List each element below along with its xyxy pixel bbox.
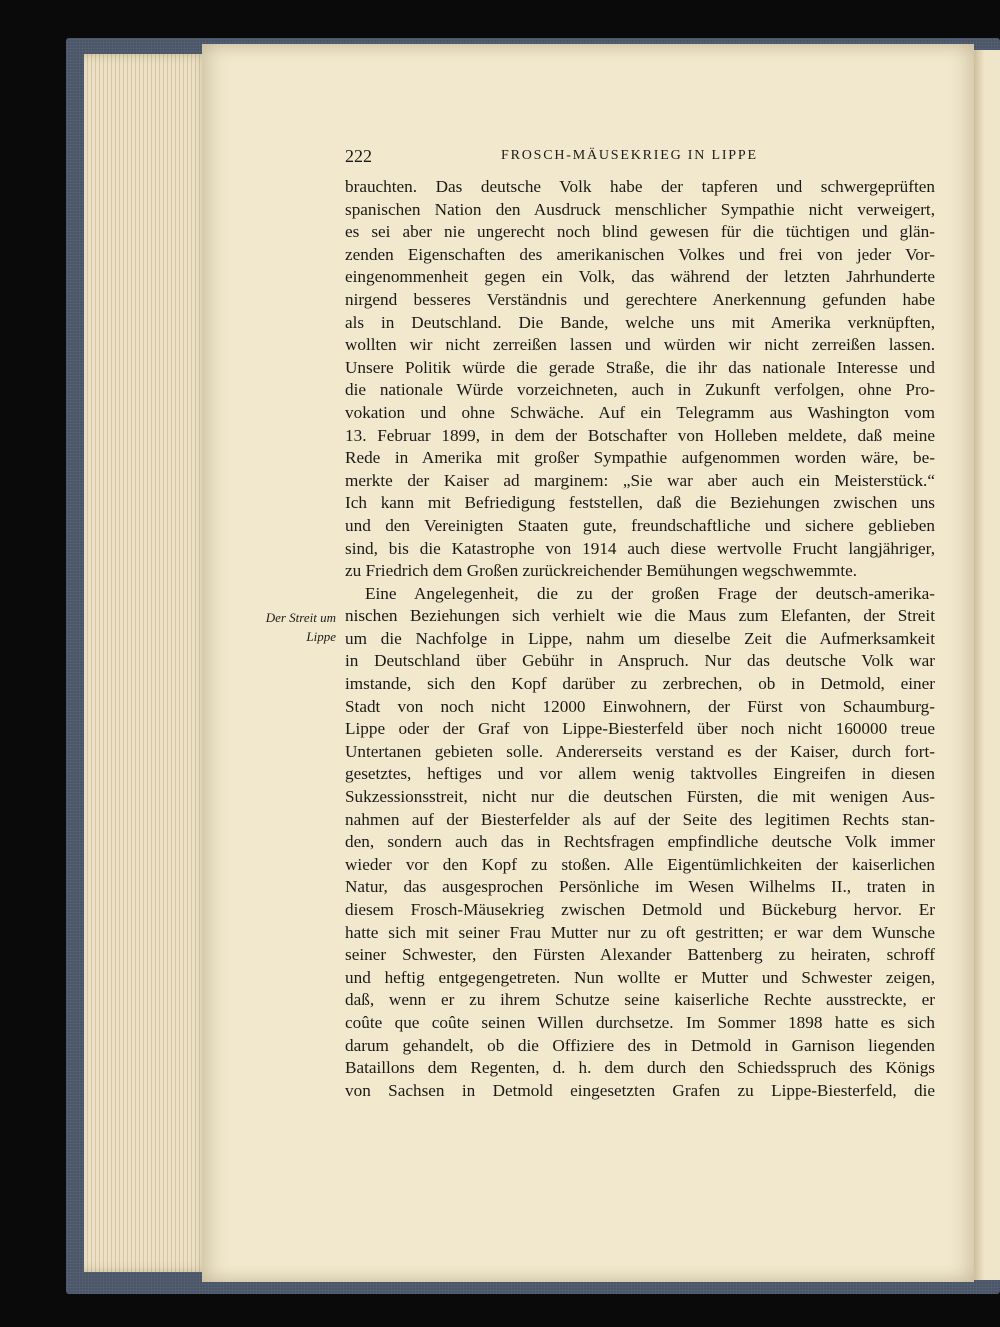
text-line: darum gehandelt, ob die Offiziere des in Detmold in Garnison liegenden [345,1035,935,1055]
text-line: und heftig entgegengetreten. Nun wollte er Mutter und Schwester zeigen, [345,967,935,987]
margin-note [216,608,336,646]
text-line: Natur, das ausgesprochen Persönliche im Wesen Wilhelms II., traten in [345,877,935,897]
text-line: nahmen auf der Biesterfelder als auf der Seite des legitimen Rechts stan- [345,809,935,829]
text-line: und den Vereinigten Staaten gute, freundschaftliche und sichere geblieben [345,515,935,535]
body-text [345,176,935,1102]
text-line: 13. Februar 1899, in dem der Botschafter von Holleben meldete, daß meine [345,425,935,445]
text-line: Ich kann mit Befriedigung feststellen, daß die Beziehungen zwischen uns [345,493,935,513]
text-line: wollten wir nicht zerreißen lassen und würden wir nicht zerreißen lassen. [345,335,935,355]
text-line: Eine Angelegenheit, die zu der großen Frage der deutsch-amerika- [365,583,935,603]
text-line: vokation und ohne Schwäche. Auf ein Telegramm aus Washington vom [345,402,935,422]
text-line: Sukzessionsstreit, nicht nur die deutschen Fürsten, die mit wenigen Aus- [345,787,935,807]
text-line: Rede in Amerika mit großer Sympathie aufgenommen worden wäre, be- [345,448,935,468]
text-line: eingenommenheit gegen ein Volk, das während der letzten Jahrhunderte [345,267,935,287]
page-edges [84,54,210,1272]
text-line: sind, bis die Katastrophe von 1914 auch diese wertvolle Frucht langjähriger, [345,538,935,558]
text-line: von Sachsen in Detmold eingesetzten Grafen zu Lippe-Biesterfeld, die [345,1080,935,1100]
chapter-title: FROSCH-MÄUSEKRIEG IN LIPPE [501,148,758,163]
text-line: um die Nachfolge in Lippe, nahm um dieselbe Zeit die Aufmerksamkeit [345,628,935,648]
text-line: spanischen Nation den Ausdruck menschlicher Sympathie nicht verweigert, [345,199,935,219]
text-line: daß, wenn er zu ihrem Schutze seine kaiserliche Rechte ausstreckte, er [345,990,935,1010]
text-line: die nationale Würde vorzeichneten, auch in Zukunft verfolgen, ohne Pro- [345,380,935,400]
text-line: zenden Eigenschaften des amerikanischen Volkes und frei von jeder Vor- [345,244,935,264]
text-line: es sei aber nie ungerecht noch blind gewesen für die tüchtigen und glän- [345,222,935,242]
facing-page-edge [974,50,1000,1280]
text-line: wieder vor den Kopf zu stoßen. Alle Eigentümlichkeiten der kaiserlichen [345,854,935,874]
text-line: seiner Schwester, den Fürsten Alexander Battenberg zu heiraten, schroff [345,945,935,965]
text-line: in Deutschland über Gebühr in Anspruch. Nur das deutsche Volk war [345,651,935,671]
text-line: Bataillons dem Regenten, d. h. dem durch den Schiedsspruch des Königs [345,1058,935,1078]
text-line: gesetztes, heftiges und vor allem wenig taktvolles Eingreifen in diesen [345,764,935,784]
text-line: coûte que coûte seinen Willen durchsetze. Im Sommer 1898 hatte es sich [345,1012,935,1032]
text-line: Untertanen gebieten solle. Andererseits verstand es der Kaiser, durch fort- [345,741,935,761]
text-line: imstande, sich den Kopf darüber zu zerbrechen, ob in Detmold, einer [345,674,935,694]
text-line: Lippe oder der Graf von Lippe-Biesterfeld über noch nicht 160000 treue [345,719,935,739]
text-line: Stadt von noch nicht 12000 Einwohnern, der Fürst von Schaumburg- [345,696,935,716]
text-line: als in Deutschland. Die Bande, welche uns mit Amerika verknüpften, [345,312,935,332]
text-line: zu Friedrich dem Großen zurückreichender Bemühungen wegschwemmte. [345,561,858,581]
text-line: diesem Frosch-Mäusekrieg zwischen Detmold und Bückeburg hervor. Er [345,900,935,919]
text-line: merkte der Kaiser ad marginem: „Sie war aber auch ein Meisterstück.“ [345,470,935,490]
margin-note-line: Der Streit um [265,610,336,625]
running-head [345,146,935,170]
margin-note-line: Lippe [306,629,336,644]
text-line: nirgend besseres Verständnis und gerechtere Anerkennung gefunden habe [345,289,935,309]
text-line: nischen Beziehungen sich verhielt wie die Maus zum Elefanten, der Streit [345,606,935,626]
text-line: brauchten. Das deutsche Volk habe der tapferen und schwergeprüften [345,177,935,196]
page-number: 222 [345,146,372,166]
text-line: den, sondern auch das in Rechtsfragen empfindliche deutsche Volk immer [345,832,935,852]
text-line: hatte sich mit seiner Frau Mutter nur zu oft gestritten; er war dem Wunsche [345,922,935,942]
text-line: Unsere Politik würde die gerade Straße, die ihr das nationale Interesse und [345,357,935,377]
